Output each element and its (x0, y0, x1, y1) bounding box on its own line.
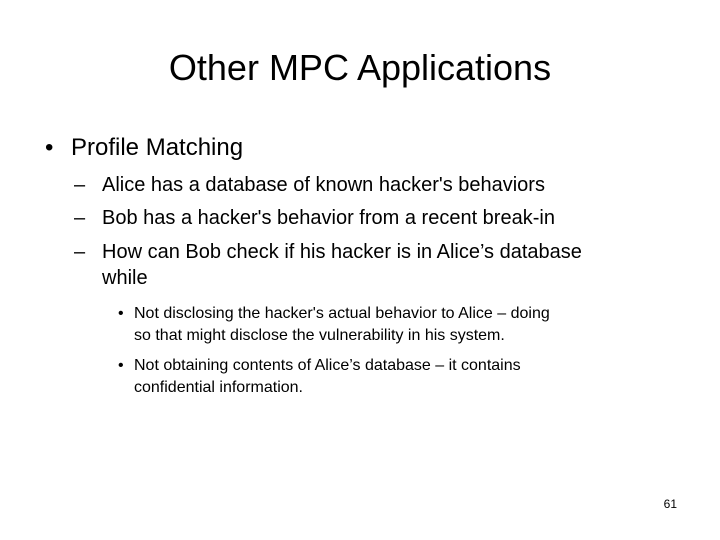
dash-marker: – (74, 174, 86, 196)
subsub-bullet-text-line2: confidential information. (134, 379, 303, 396)
subsub-bullet-text-line1: Not obtaining contents of Alice’s database – it contains (134, 357, 521, 374)
bullet-marker: • (118, 357, 124, 374)
sub-bullet-text-line2: while (102, 267, 148, 289)
dash-marker: – (74, 207, 86, 229)
sub-bullet-text: Bob has a hacker's behavior from a recent break-in (102, 207, 555, 229)
bullet-marker: • (45, 134, 54, 161)
subsub-bullet-text-line1: Not disclosing the hacker's actual behavior to Alice – doing (134, 305, 550, 322)
page-number: 61 (663, 497, 677, 511)
slide-title: Other MPC Applications (168, 47, 552, 88)
sub-bullet-text: Alice has a database of known hacker's behaviors (102, 174, 545, 196)
subsub-bullet-text-line2: so that might disclose the vulnerability in his system. (134, 327, 505, 344)
sub-bullet-text-line1: How can Bob check if his hacker is in Alice’s database (102, 241, 582, 263)
bullet-marker: • (118, 305, 124, 322)
dash-marker: – (74, 241, 86, 263)
bullet-text: Profile Matching (71, 134, 244, 161)
